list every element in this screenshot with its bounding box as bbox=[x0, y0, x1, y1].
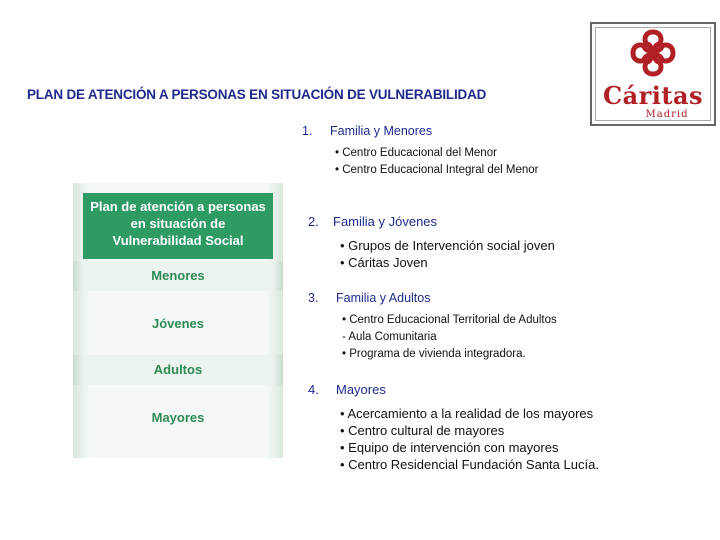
logo-word: Cáritas bbox=[602, 81, 704, 110]
list-item: • Programa de vivienda integradora. bbox=[342, 348, 526, 360]
list-item: • Centro cultural de mayores bbox=[340, 423, 505, 438]
panel-heading-line: Plan de atención a personas bbox=[90, 199, 266, 214]
section-1-title: Familia y Menores bbox=[330, 124, 433, 138]
logo-subtitle: Madrid bbox=[645, 109, 689, 120]
panel-item-jovenes: Jóvenes bbox=[151, 316, 205, 331]
page-title: PLAN DE ATENCIÓN A PERSONAS EN SITUACIÓN DE VULNERABILIDAD bbox=[27, 87, 487, 102]
section-3-number: 3. bbox=[308, 291, 319, 305]
caritas-logo bbox=[590, 22, 716, 126]
section-1-number: 1. bbox=[302, 124, 313, 138]
panel-item-menores: Menores bbox=[73, 261, 283, 291]
panel-heading-line: en situación de bbox=[130, 216, 226, 231]
panel-item-mayores: Mayores bbox=[151, 410, 205, 425]
list-item: • Equipo de intervención con mayores bbox=[340, 440, 559, 455]
section-2-number: 2. bbox=[308, 214, 319, 229]
list-item: • Acercamiento a la realidad de los mayores bbox=[340, 406, 594, 421]
cross-icon bbox=[629, 28, 677, 78]
section-3-title: Familia y Adultos bbox=[336, 291, 431, 305]
section-4-title: Mayores bbox=[336, 382, 386, 397]
panel-item-adultos: Adultos bbox=[73, 355, 283, 385]
panel-heading-line: Vulnerabilidad Social bbox=[112, 233, 244, 248]
list-item: • Centro Educacional Integral del Menor bbox=[335, 164, 539, 176]
list-item: • Centro Educacional Territorial de Adultos bbox=[342, 314, 557, 326]
plan-panel bbox=[73, 183, 283, 458]
list-item: • Cáritas Joven bbox=[340, 255, 428, 270]
list-item: - Aula Comunitaria bbox=[342, 331, 437, 343]
panel-heading bbox=[83, 193, 273, 259]
list-item: • Centro Educacional del Menor bbox=[335, 147, 497, 159]
section-2-title: Familia y Jóvenes bbox=[333, 214, 438, 229]
list-item: • Grupos de Intervención social joven bbox=[340, 238, 555, 253]
list-item: • Centro Residencial Fundación Santa Lucía. bbox=[340, 457, 599, 472]
section-4-number: 4. bbox=[308, 382, 319, 397]
